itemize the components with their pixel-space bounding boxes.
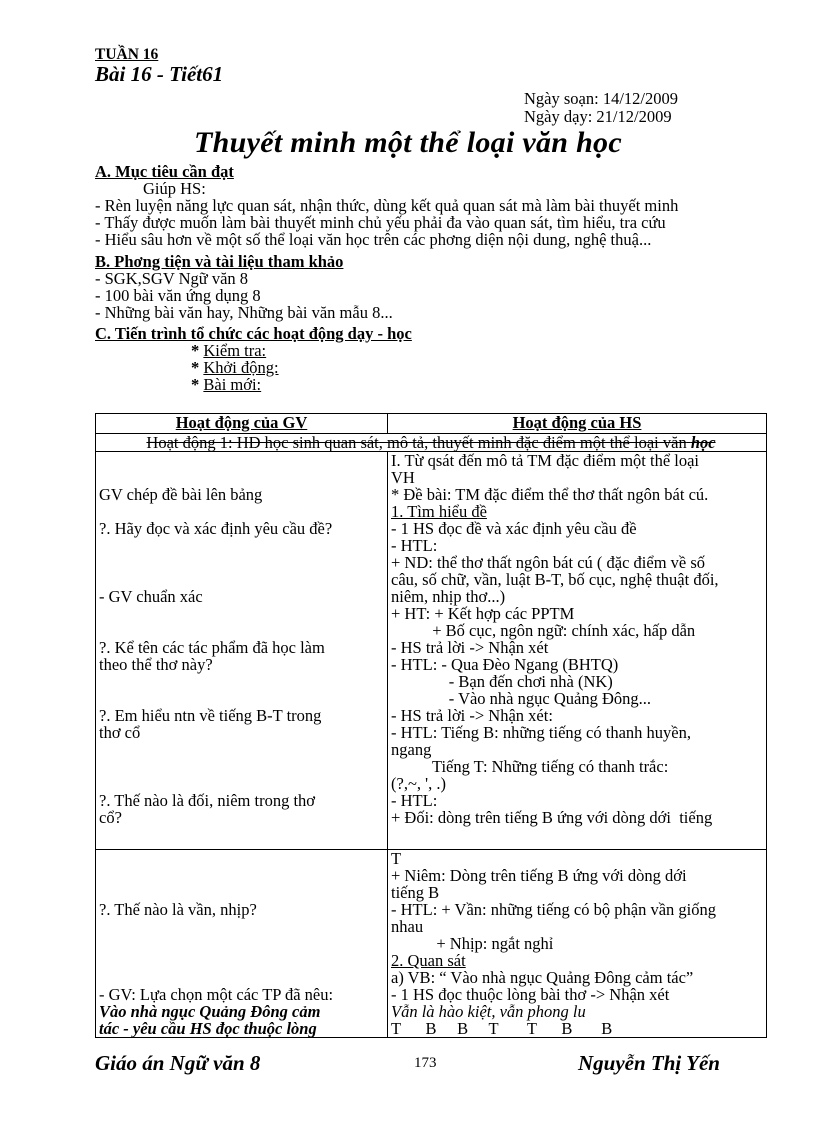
hs-line: + ND: thể thơ thất ngôn bát cú ( đặc điểm về số [391,553,706,572]
table-header-row [96,414,767,434]
hs-line: T [391,849,402,868]
section-a [95,163,775,248]
hs-line: VH [391,468,415,487]
gv-line [99,867,384,884]
hs-line: - HTL: [391,536,438,555]
gv-line: Vào nhà ngục Quảng Đông cảm [99,1002,321,1021]
gv-line [99,935,384,952]
hs-line: - HS trả lời -> Nhận xét [391,638,549,657]
gv-line [99,850,384,867]
hs-line: - Bạn đến chơi nhà (NK) [391,672,613,691]
hs-line: I. Từ qsát đến mô tả TM đặc điểm một thể loại [391,451,700,470]
gv-line [99,952,384,969]
gv-line: - GV chuẩn xác [99,587,203,606]
section-c-step: * Khởi động: [191,358,279,377]
page-title: Thuyết minh một thể loại văn học [194,126,622,159]
hs-line: - HTL: - Qua Đèo Ngang (BHTQ) [391,655,619,674]
hs-cell [388,452,767,850]
gv-line [99,554,384,571]
section-b-heading: B. Phơng tiện và tài liệu tham khảo [95,252,344,271]
gv-line: ?. Kể tên các tác phẩm đã học làm [99,638,325,657]
hs-line: T B B T T B B [391,1019,613,1038]
gv-line: ?. Thế nào là đối, niêm trong thơ [99,791,315,810]
section-a-item: - Hiểu sâu hơn về một số thể loại văn học trên các phơng diện nội dung, nghệ thuậ... [95,230,652,249]
section-a-intro: Giúp HS: [143,179,206,198]
hs-line: - HTL: Tiếng B: những tiếng có thanh huyền, [391,723,691,742]
gv-line [99,605,384,622]
gv-line [99,690,384,707]
section-a-item: - Thấy được muốn làm bài thuyết minh chủ yếu phải đa vào quan sát, tìm hiểu, tra cứu [95,213,666,232]
hs-line: + Nhịp: ngắt nghỉ [391,934,554,953]
section-a-heading: A. Mục tiêu cần đạt [95,162,234,181]
hs-line: - HTL: [391,791,438,810]
hs-line: + Bố cục, ngôn ngữ: chính xác, hấp dẫn [391,621,696,640]
activity-row [96,434,767,452]
hs-line: 1. Tìm hiểu đề [391,502,487,521]
gv-line: cổ? [99,808,122,827]
gv-line [99,969,384,986]
gv-line [99,469,384,486]
gv-line: ?. Em hiểu ntn về tiếng B-T trong [99,706,322,725]
section-c-step: * Kiểm tra: [191,341,267,360]
gv-line: thơ cổ [99,723,141,742]
hs-line: nhau [391,917,424,936]
hs-line: Tiếng T: Những tiếng có thanh trắc: [391,757,669,776]
hs-line: + Niêm: Dòng trên tiếng B ứng với dòng dới [391,866,687,885]
lesson-label: Bài 16 - Tiết61 [95,62,224,86]
gv-line [99,503,384,520]
table-row [96,850,767,1038]
section-c-step: * Bài mới: [191,375,262,394]
section-c [95,325,775,393]
col-header-hs: Hoạt động của HS [388,414,767,434]
week-label: TUẦN 16 [95,46,159,63]
section-b-item: - 100 bài văn ứng dụng 8 [95,286,261,305]
prep-date: Ngày soạn: 14/12/2009 [524,89,678,108]
hs-line: - HS trả lời -> Nhận xét: [391,706,553,725]
table-row [96,452,767,850]
teach-date: Ngày dạy: 21/12/2009 [524,107,672,126]
section-b [95,253,775,321]
section-b-item: - Những bài văn hay, Những bài văn mẫu 8... [95,303,393,322]
gv-cell [96,850,388,1038]
gv-line: - GV: Lựa chọn một các TP đã nêu: [99,985,334,1004]
hs-line: 2. Quan sát [391,951,466,970]
section-a-item: - Rèn luyện năng lực quan sát, nhận thức, dùng kết quả quan sát mà làm bài thuyết minh [95,196,679,215]
hs-line: a) VB: “ Vào nhà ngục Quảng Đông cảm tác” [391,968,694,987]
hs-line: ngang [391,740,432,759]
hs-line: + Đối: dòng trên tiếng B ứng với dòng dới tiếng [391,808,713,827]
page-number: 173 [414,1055,437,1071]
gv-line [99,673,384,690]
hs-line: - 1 HS đọc đề và xác định yêu cầu đề [391,519,637,538]
gv-line: ?. Thế nào là vần, nhịp? [99,900,257,919]
gv-line [99,775,384,792]
gv-line: tác - yêu cầu HS đọc thuộc lòng [99,1019,317,1038]
dates-block [524,90,678,126]
hs-line: (?,~, ', .) [391,774,446,793]
gv-line [99,537,384,554]
section-c-heading: C. Tiến trình tổ chức các hoạt động dạy - học [95,324,412,343]
activity-table [95,413,767,1038]
hs-line: tiếng B [391,883,440,902]
hs-line: câu, số chữ, vần, luật B-T, bố cục, nghệ thuật đối, [391,570,719,589]
section-b-item: - SGK,SGV Ngữ văn 8 [95,269,249,288]
col-header-gv: Hoạt động của GV [96,414,388,434]
gv-line [99,452,384,469]
hs-line: - HTL: + Vần: những tiếng có bộ phận vần giống [391,900,716,919]
hs-line: Vẫn là hào kiệt, vẫn phong lu [391,1002,586,1021]
hs-cell [388,850,767,1038]
hs-line: niêm, nhịp thơ...) [391,587,506,606]
gv-line [99,571,384,588]
activity-title: Hoạt động 1: HD học sinh quan sát, mô tả, thuyết minh đặc điểm một thể loại văn học [96,434,767,452]
gv-line [99,918,384,935]
gv-line [99,758,384,775]
gv-line: theo thể thơ này? [99,655,213,674]
gv-line [99,884,384,901]
gv-line: ?. Hãy đọc và xác định yêu cầu đề? [99,519,333,538]
hs-line: - 1 HS đọc thuộc lòng bài thơ -> Nhận xét [391,985,670,1004]
hs-line: + HT: + Kết hợp các PPTM [391,604,575,623]
footer-left: Giáo án Ngữ văn 8 [95,1051,261,1075]
gv-line [99,741,384,758]
gv-line [99,622,384,639]
footer-right: Nguyễn Thị Yến [578,1051,720,1075]
hs-line: - Vào nhà ngục Quảng Đông... [391,689,651,708]
hs-line: * Đề bài: TM đặc điểm thể thơ thất ngôn bát cú. [391,485,709,504]
gv-line: GV chép đề bài lên bảng [99,485,263,504]
gv-cell [96,452,388,850]
